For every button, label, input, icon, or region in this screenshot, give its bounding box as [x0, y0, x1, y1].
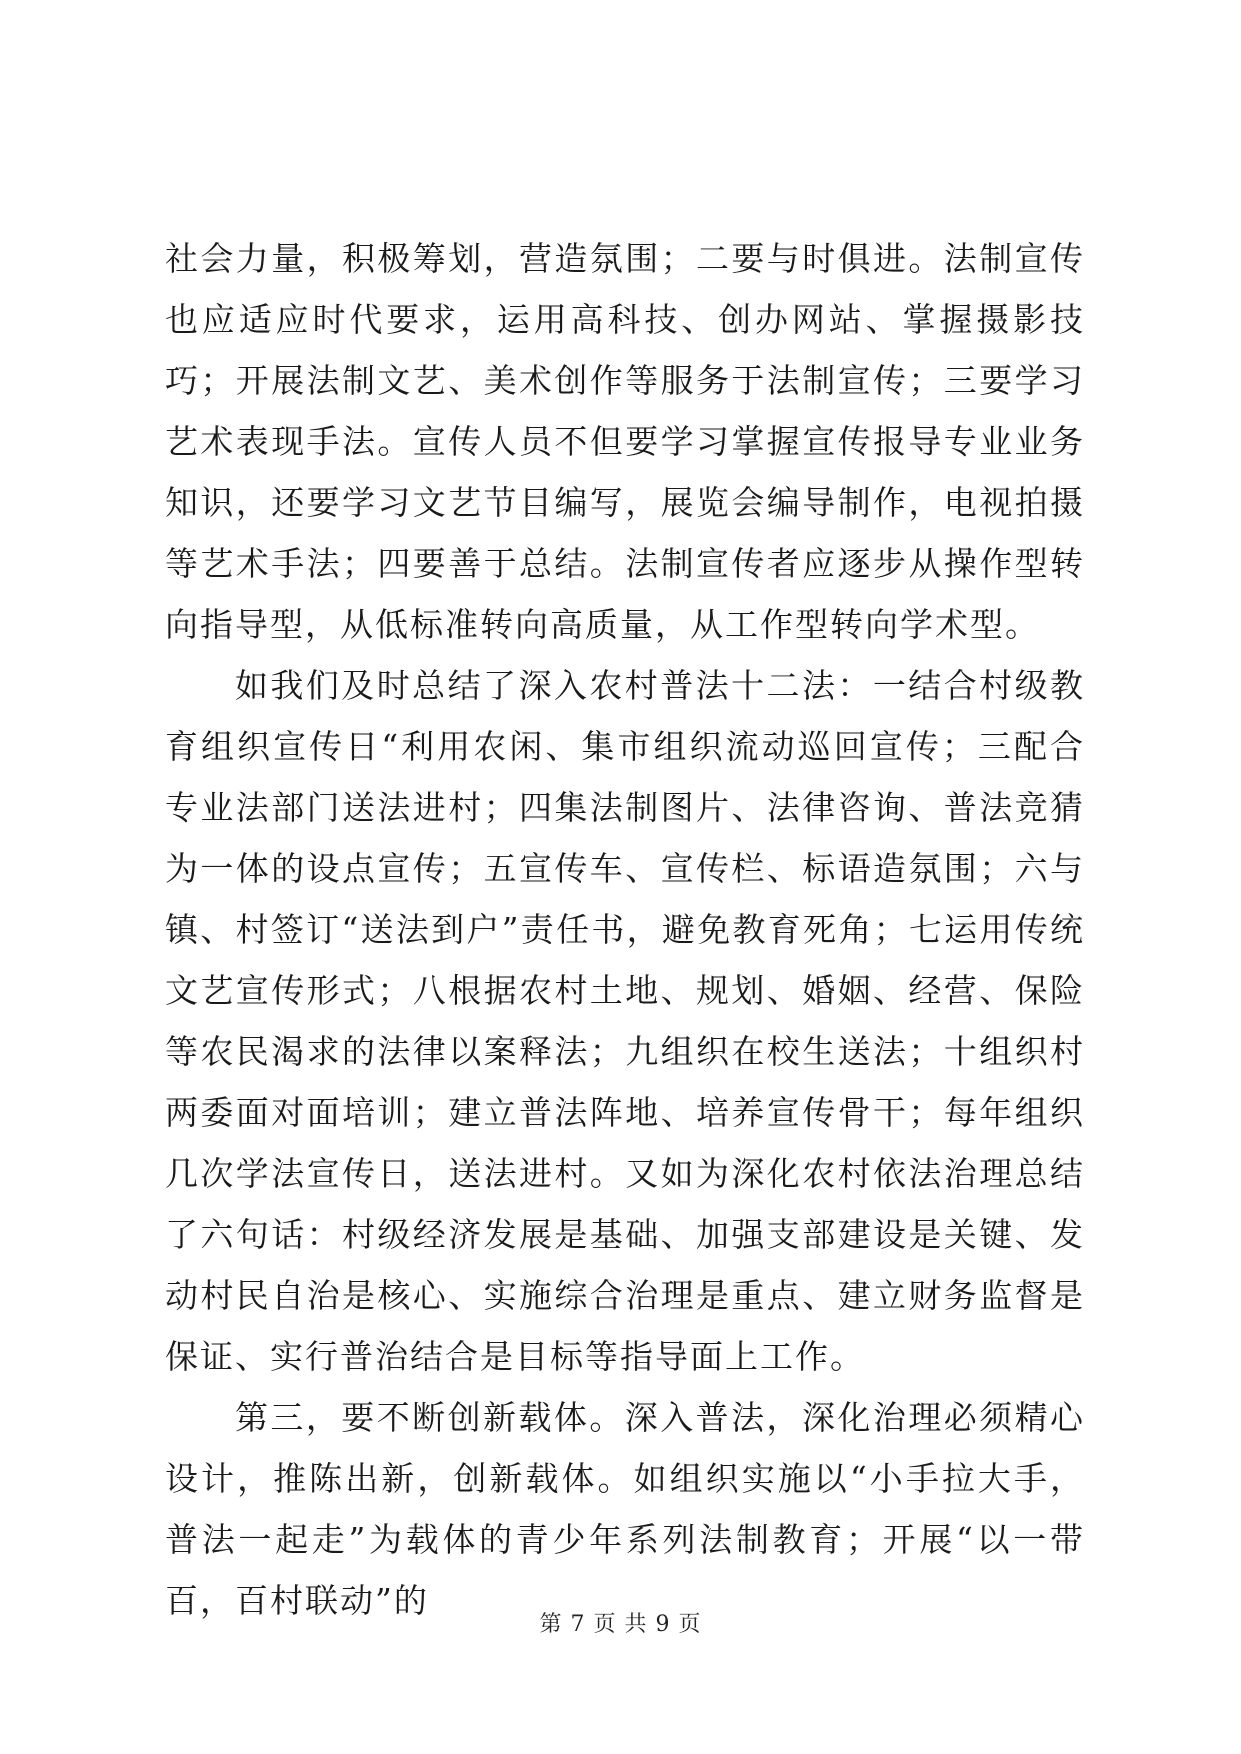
page-footer [0, 1607, 1241, 1638]
document-body [165, 228, 1085, 1631]
paragraph-3: 第三，要不断创新载体。深入普法，深化治理必须精心设计，推陈出新，创新载体。如组织实施以“小手拉大手，普法一起走”为载体的青少年系列法制教育；开展“以一带百，百村联动”的 [165, 1398, 1085, 1620]
paragraph-1: 社会力量，积极筹划，营造氛围；二要与时俱进。法制宣传也应适应时代要求，运用高科技、创办网站、掌握摄影技巧；开展法制文艺、美术创作等服务于法制宣传；三要学习艺术表现手法。宣传人员不但要学习掌握宣传报导专业业务知识，还要学习文艺节目编写，展览会编导制作，电视拍摄等艺术手法；四要善于总结。法制宣传者应逐步从操作型转向指导型，从低标准转向高质量，从工作型转向学术型。 [165, 239, 1085, 644]
paragraph-2: 如我们及时总结了深入农村普法十二法：一结合村级教育组织宣传日“利用农闲、集市组织流动巡回宣传；三配合专业法部门送法进村；四集法制图片、法律咨询、普法竞猜为一体的设点宣传；五宣传车、宣传栏、标语造氛围；六与镇、村签订“送法到户”责任书，避免教育死角；七运用传统文艺宣传形式；八根据农村土地、规划、婚姻、经营、保险等农民渴求的法律以案释法；九组织在校生送法；十组织村两委面对面培训；建立普法阵地、培养宣传骨干；每年组织几次学法宣传日，送法进村。又如为深化农村依法治理总结了六句话：村级经济发展是基础、加强支部建设是关键、发动村民自治是核心、实施综合治理是重点、建立财务监督是保证、实行普治结合是目标等指导面上工作。 [165, 666, 1085, 1376]
page-number-label: 第 7 页 共 9 页 [539, 1612, 702, 1637]
